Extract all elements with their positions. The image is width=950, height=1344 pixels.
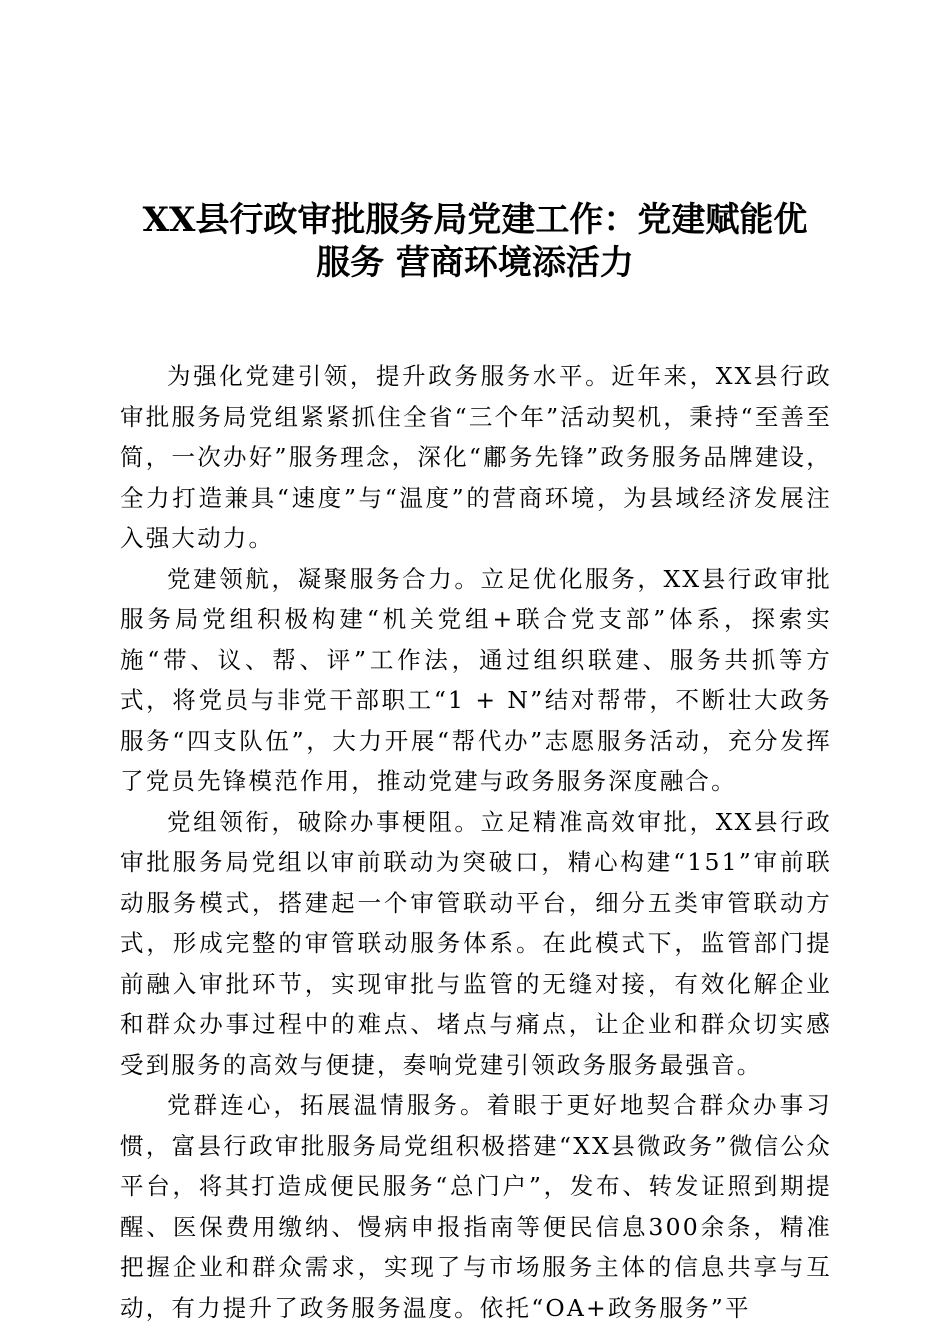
document-title-line-1: XX县行政审批服务局党建工作：党建赋能优 — [142, 200, 808, 240]
document-body — [120, 356, 832, 1328]
body-paragraph: 党建领航，凝聚服务合力。立足优化服务，XX县行政审批服务局党组积极构建“机关党组+联合党支部”体系，探索实施“带、议、帮、评”工作法，通过组织联建、服务共抓等方式，将党员与非党干部职工“1 + N”结对帮带，不断壮大政务服务“四支队伍”，大力开展“帮代办”志愿服务活动，充分发挥了党员先锋模范作用，推动党建与政务服务深度融合。 — [120, 564, 832, 795]
body-paragraph: 为强化党建引领，提升政务服务水平。近年来，XX县行政审批服务局党组紧紧抓住全省“三个年”活动契机，秉持“至善至简，一次办好”服务理念，深化“鄘务先锋”政务服务品牌建设，全力打造兼具“速度”与“温度”的营商环境，为县域经济发展注入强大动力。 — [120, 362, 832, 552]
document-title-line-2: 服务 营商环境添活力 — [316, 243, 634, 283]
body-paragraph: 党群连心，拓展温情服务。着眼于更好地契合群众办事习惯，富县行政审批服务局党组积极搭建“XX县微政务”微信公众平台，将其打造成便民服务“总门户”，发布、转发证照到期提醒、医保费用缴纳、慢病申报指南等便民信息300余条，精准把握企业和群众需求，实现了与市场服务主体的信息共享与互动，有力提升了政务服务温度。依托“OA+政务服务”平 — [120, 1091, 832, 1322]
body-paragraph: 党组领衔，破除办事梗阻。立足精准高效审批，XX县行政审批服务局党组以审前联动为突破口，精心构建“151”审前联动服务模式，搭建起一个审管联动平台，细分五类审管联动方式，形成完整的审管联动服务体系。在此模式下，监管部门提前融入审批环节，实现审批与监管的无缝对接，有效化解企业和群众办事过程中的难点、堵点与痛点，让企业和群众切实感受到服务的高效与便捷，奏响党建引领政务服务最强音。 — [120, 807, 832, 1079]
